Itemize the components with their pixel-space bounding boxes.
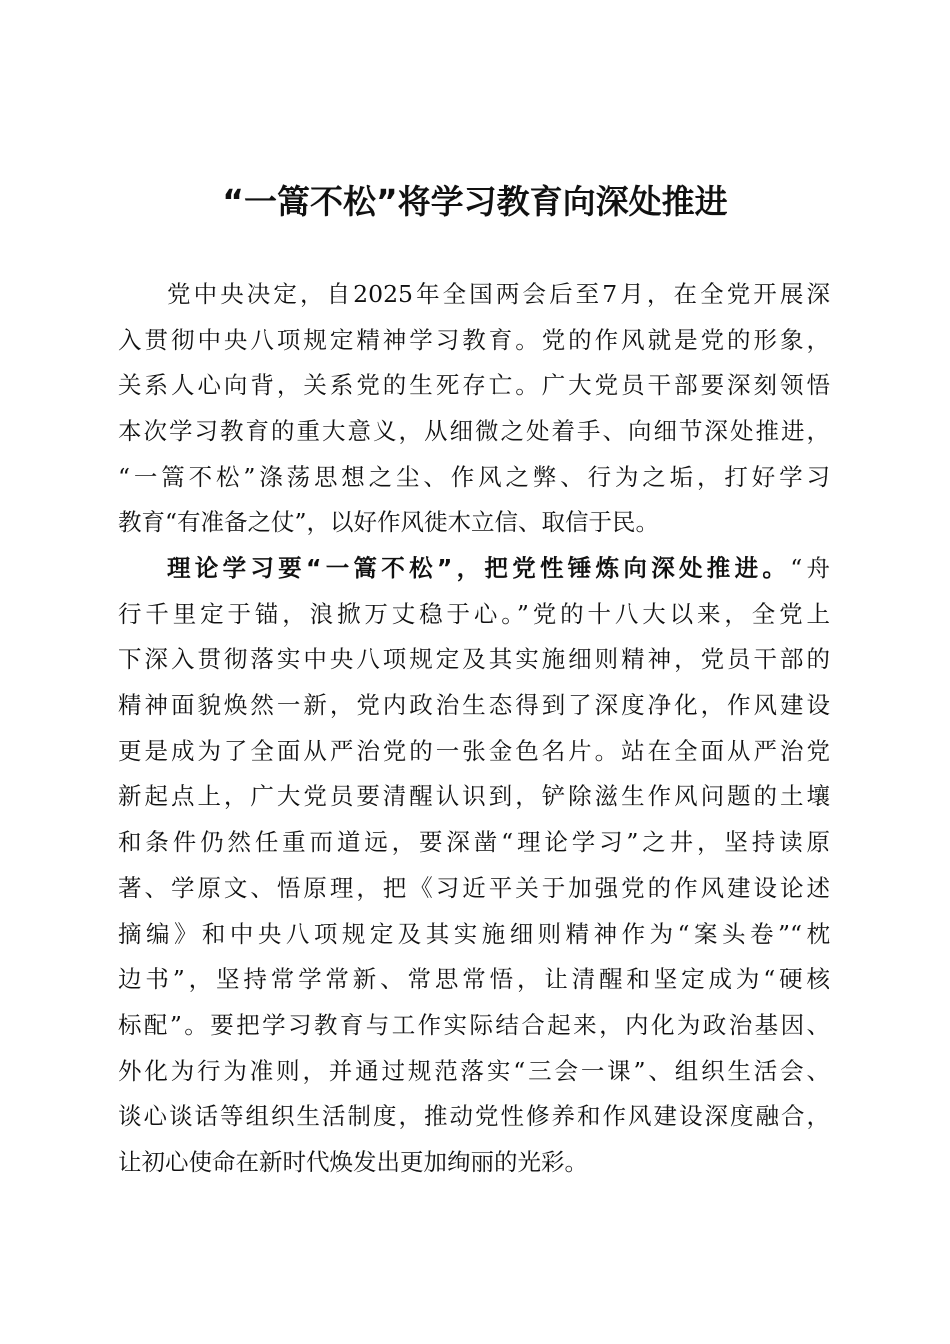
paragraph-line: 让初心使命在新时代焕发出更加绚丽的光彩。 <box>118 1147 588 1176</box>
paragraph-line: 著、学原文、悟原理，把《习近平关于加强党的作风建设论述 <box>118 873 830 902</box>
paragraph-line: 入贯彻中央八项规定精神学习教育。党的作风就是党的形象， <box>118 325 830 354</box>
paragraph-lead-sentence: 理论学习要“一篙不松”，把党性锤炼向深处推进。 <box>167 554 791 582</box>
paragraph-line: 和条件仍然任重而道远，要深凿“理论学习”之井，坚持读原 <box>118 828 830 857</box>
paragraph-line: 关系人心向背，关系党的生死存亡。广大党员干部要深刻领悟 <box>118 371 830 400</box>
paragraph-line: 边书”，坚持常学常新、常思常悟，让清醒和坚定成为“硬核 <box>118 965 830 994</box>
paragraph-line: 下深入贯彻落实中央八项规定及其实施细则精神，党员干部的 <box>118 645 830 674</box>
paragraph-line: 党中央决定，自2025年全国两会后至7月，在全党开展深 <box>167 280 830 308</box>
paragraph-line: 教育“有准备之仗”，以好作风徙木立信、取信于民。 <box>118 508 660 537</box>
paragraph-first-line <box>118 546 830 592</box>
paragraph-line: 本次学习教育的重大意义，从细微之处着手、向细节深处推进， <box>118 417 830 446</box>
paragraph-line: 精神面貌焕然一新，党内政治生态得到了深度净化，作风建设 <box>118 691 830 720</box>
paragraph-line: 更是成为了全面从严治党的一张金色名片。站在全面从严治党 <box>118 736 830 765</box>
document-title: “一篙不松”将学习教育向深处推进 <box>222 182 728 221</box>
paragraph-line: “一篙不松”涤荡思想之尘、作风之弊、行为之垢，打好学习 <box>118 462 830 491</box>
paragraph-line: 外化为行为准则，并通过规范落实“三会一课”、组织生活会、 <box>118 1056 830 1085</box>
paragraph-line: 谈心谈话等组织生活制度，推动党性修养和作风建设深度融合， <box>118 1102 830 1131</box>
paragraph-line-rest: “舟 <box>790 554 830 582</box>
paragraph-2 <box>118 546 830 1186</box>
paragraph-line: 行千里定于锚，浪掀万丈稳于心。”党的十八大以来，全党上 <box>118 599 830 628</box>
paragraph-line: 新起点上，广大党员要清醒认识到，铲除滋生作风问题的土壤 <box>118 782 830 811</box>
paragraph-line: 摘编》和中央八项规定及其实施细则精神作为“案头卷”“枕 <box>118 919 830 948</box>
paragraph-line: 标配”。要把学习教育与工作实际结合起来，内化为政治基因、 <box>118 1010 830 1039</box>
paragraph-1 <box>118 272 830 546</box>
